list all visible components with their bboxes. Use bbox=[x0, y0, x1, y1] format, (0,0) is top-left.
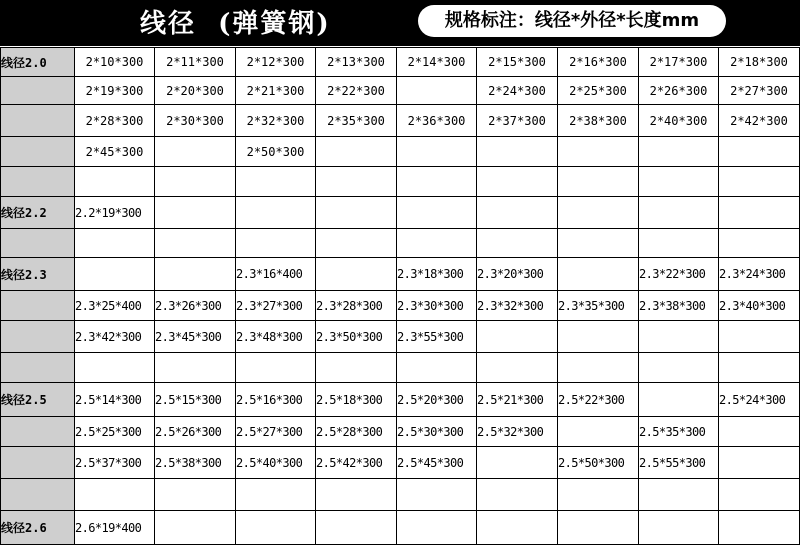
table-cell: 2*45*300 bbox=[75, 137, 155, 167]
table-cell bbox=[719, 167, 800, 197]
table-cell bbox=[397, 197, 477, 229]
table-cell: 2*17*300 bbox=[639, 48, 719, 77]
table-cell bbox=[155, 479, 236, 511]
table-cell bbox=[639, 383, 719, 417]
table-cell: 2*10*300 bbox=[75, 48, 155, 77]
table-cell bbox=[155, 511, 236, 545]
header-bar bbox=[0, 0, 800, 46]
table-cell bbox=[719, 137, 800, 167]
table-row bbox=[1, 383, 800, 417]
table-cell: 2.3*24*300 bbox=[719, 258, 800, 291]
row-label-empty bbox=[1, 77, 75, 105]
table-cell bbox=[155, 137, 236, 167]
table-cell bbox=[639, 321, 719, 353]
table-cell: 2*40*300 bbox=[639, 105, 719, 137]
table-cell: 2.5*40*300 bbox=[236, 447, 316, 479]
table-cell bbox=[397, 511, 477, 545]
table-cell bbox=[155, 353, 236, 383]
table-cell: 2*38*300 bbox=[558, 105, 639, 137]
table-cell: 2.5*30*300 bbox=[397, 417, 477, 447]
table-cell bbox=[719, 479, 800, 511]
table-cell bbox=[639, 511, 719, 545]
spec-note-badge: 规格标注：线径*外径*长度mm bbox=[418, 5, 726, 37]
table-cell: 2.3*28*300 bbox=[316, 291, 397, 321]
table-cell bbox=[236, 353, 316, 383]
table-cell bbox=[558, 353, 639, 383]
table-row bbox=[1, 167, 800, 197]
table-cell bbox=[477, 511, 558, 545]
table-cell: 2.5*15*300 bbox=[155, 383, 236, 417]
table-cell bbox=[316, 353, 397, 383]
table-row bbox=[1, 291, 800, 321]
table-cell bbox=[639, 479, 719, 511]
table-cell bbox=[719, 229, 800, 258]
table-row bbox=[1, 417, 800, 447]
table-cell: 2*20*300 bbox=[155, 77, 236, 105]
table-cell: 2.3*16*400 bbox=[236, 258, 316, 291]
table-cell: 2.3*40*300 bbox=[719, 291, 800, 321]
table-cell: 2.5*18*300 bbox=[316, 383, 397, 417]
table-cell bbox=[236, 479, 316, 511]
table-cell bbox=[155, 167, 236, 197]
table-cell bbox=[397, 353, 477, 383]
table-cell bbox=[558, 321, 639, 353]
table-cell bbox=[155, 258, 236, 291]
table-cell: 2*13*300 bbox=[316, 48, 397, 77]
table-cell bbox=[477, 353, 558, 383]
row-label-empty bbox=[1, 291, 75, 321]
table-cell bbox=[558, 197, 639, 229]
table-cell bbox=[477, 137, 558, 167]
table-cell bbox=[719, 197, 800, 229]
table-cell bbox=[236, 197, 316, 229]
table-cell: 2.2*19*300 bbox=[75, 197, 155, 229]
table-cell bbox=[477, 197, 558, 229]
table-row bbox=[1, 258, 800, 291]
table-cell bbox=[719, 353, 800, 383]
table-cell bbox=[236, 167, 316, 197]
table-cell: 2*26*300 bbox=[639, 77, 719, 105]
table-cell: 2*36*300 bbox=[397, 105, 477, 137]
row-label-empty bbox=[1, 167, 75, 197]
table-cell: 2.3*48*300 bbox=[236, 321, 316, 353]
table-cell: 2.3*27*300 bbox=[236, 291, 316, 321]
row-label: 线径2.2 bbox=[1, 197, 75, 229]
table-cell bbox=[719, 511, 800, 545]
table-cell: 2.5*28*300 bbox=[316, 417, 397, 447]
table-cell: 2.5*27*300 bbox=[236, 417, 316, 447]
page-title: 线径 (弹簧钢) bbox=[140, 9, 331, 39]
table-cell bbox=[316, 197, 397, 229]
table-cell bbox=[639, 197, 719, 229]
table-cell bbox=[75, 167, 155, 197]
table-cell: 2*14*300 bbox=[397, 48, 477, 77]
table-cell: 2*18*300 bbox=[719, 48, 800, 77]
table-cell bbox=[558, 511, 639, 545]
table-cell: 2.3*30*300 bbox=[397, 291, 477, 321]
table-cell: 2.5*26*300 bbox=[155, 417, 236, 447]
table-cell: 2.3*20*300 bbox=[477, 258, 558, 291]
table-cell: 2*37*300 bbox=[477, 105, 558, 137]
row-label-empty bbox=[1, 417, 75, 447]
table-cell: 2.6*19*400 bbox=[75, 511, 155, 545]
table-cell bbox=[397, 229, 477, 258]
row-label-empty bbox=[1, 447, 75, 479]
table-cell: 2*30*300 bbox=[155, 105, 236, 137]
table-cell: 2*11*300 bbox=[155, 48, 236, 77]
table-cell bbox=[558, 137, 639, 167]
table-cell: 2*12*300 bbox=[236, 48, 316, 77]
table-row bbox=[1, 137, 800, 167]
table-cell bbox=[477, 479, 558, 511]
table-cell: 2*15*300 bbox=[477, 48, 558, 77]
table-cell: 2.5*20*300 bbox=[397, 383, 477, 417]
table-cell bbox=[316, 167, 397, 197]
table-cell bbox=[155, 229, 236, 258]
row-label-empty bbox=[1, 137, 75, 167]
row-label-empty bbox=[1, 353, 75, 383]
table-cell bbox=[316, 511, 397, 545]
table-row bbox=[1, 105, 800, 137]
table-cell: 2.5*55*300 bbox=[639, 447, 719, 479]
row-label: 线径2.6 bbox=[1, 511, 75, 545]
table-row bbox=[1, 48, 800, 77]
table-row bbox=[1, 77, 800, 105]
table-cell: 2.5*22*300 bbox=[558, 383, 639, 417]
table-cell bbox=[477, 447, 558, 479]
table-cell: 2*21*300 bbox=[236, 77, 316, 105]
table-cell bbox=[397, 137, 477, 167]
table-cell bbox=[719, 417, 800, 447]
table-cell bbox=[639, 353, 719, 383]
row-label-empty bbox=[1, 229, 75, 258]
row-label: 线径2.0 bbox=[1, 48, 75, 77]
table-cell: 2*50*300 bbox=[236, 137, 316, 167]
table-cell: 2.5*21*300 bbox=[477, 383, 558, 417]
table-row bbox=[1, 479, 800, 511]
table-cell: 2.5*14*300 bbox=[75, 383, 155, 417]
table-cell bbox=[236, 511, 316, 545]
table-cell bbox=[558, 258, 639, 291]
row-label-empty bbox=[1, 321, 75, 353]
table-cell bbox=[316, 258, 397, 291]
table-row bbox=[1, 229, 800, 258]
table-cell: 2.5*38*300 bbox=[155, 447, 236, 479]
table-cell: 2*28*300 bbox=[75, 105, 155, 137]
table-cell bbox=[477, 167, 558, 197]
table-cell bbox=[397, 167, 477, 197]
table-cell bbox=[719, 447, 800, 479]
table-row bbox=[1, 447, 800, 479]
row-label-empty bbox=[1, 105, 75, 137]
table-row bbox=[1, 197, 800, 229]
table-cell: 2*35*300 bbox=[316, 105, 397, 137]
table-cell bbox=[316, 229, 397, 258]
table-cell bbox=[639, 229, 719, 258]
table-row bbox=[1, 353, 800, 383]
table-cell bbox=[316, 137, 397, 167]
table-cell bbox=[477, 229, 558, 258]
table-cell: 2.3*26*300 bbox=[155, 291, 236, 321]
table-cell: 2.5*35*300 bbox=[639, 417, 719, 447]
table-cell: 2*16*300 bbox=[558, 48, 639, 77]
table-cell: 2.3*35*300 bbox=[558, 291, 639, 321]
table-cell: 2.3*55*300 bbox=[397, 321, 477, 353]
table-cell bbox=[75, 353, 155, 383]
table-cell bbox=[558, 167, 639, 197]
table-cell bbox=[75, 229, 155, 258]
table-cell: 2.5*50*300 bbox=[558, 447, 639, 479]
table-cell bbox=[477, 321, 558, 353]
table-cell bbox=[719, 321, 800, 353]
table-cell bbox=[639, 137, 719, 167]
table-cell bbox=[639, 167, 719, 197]
table-cell: 2.5*25*300 bbox=[75, 417, 155, 447]
table-cell bbox=[155, 197, 236, 229]
table-cell bbox=[316, 479, 397, 511]
table-cell: 2.5*37*300 bbox=[75, 447, 155, 479]
table-cell bbox=[397, 77, 477, 105]
table-cell: 2.3*45*300 bbox=[155, 321, 236, 353]
row-label-empty bbox=[1, 479, 75, 511]
table-cell: 2.3*42*300 bbox=[75, 321, 155, 353]
table-cell: 2*22*300 bbox=[316, 77, 397, 105]
table-cell bbox=[558, 417, 639, 447]
table-cell: 2.5*42*300 bbox=[316, 447, 397, 479]
table-cell: 2.3*50*300 bbox=[316, 321, 397, 353]
table-cell: 2.3*18*300 bbox=[397, 258, 477, 291]
table-cell: 2*42*300 bbox=[719, 105, 800, 137]
table-cell bbox=[558, 479, 639, 511]
table-cell: 2*25*300 bbox=[558, 77, 639, 105]
row-label: 线径2.5 bbox=[1, 383, 75, 417]
table-row bbox=[1, 511, 800, 545]
table-cell bbox=[558, 229, 639, 258]
table-cell: 2.3*22*300 bbox=[639, 258, 719, 291]
table-cell: 2.5*24*300 bbox=[719, 383, 800, 417]
row-label: 线径2.3 bbox=[1, 258, 75, 291]
table-cell: 2.3*25*400 bbox=[75, 291, 155, 321]
table-cell: 2.5*16*300 bbox=[236, 383, 316, 417]
table-cell: 2.3*32*300 bbox=[477, 291, 558, 321]
table-cell: 2*27*300 bbox=[719, 77, 800, 105]
table-cell: 2.5*45*300 bbox=[397, 447, 477, 479]
table-cell: 2*32*300 bbox=[236, 105, 316, 137]
spec-table bbox=[0, 47, 800, 545]
table-cell bbox=[75, 479, 155, 511]
table-cell: 2*19*300 bbox=[75, 77, 155, 105]
table-cell: 2.3*38*300 bbox=[639, 291, 719, 321]
table-cell: 2.5*32*300 bbox=[477, 417, 558, 447]
table-row bbox=[1, 321, 800, 353]
table-cell bbox=[236, 229, 316, 258]
table-cell: 2*24*300 bbox=[477, 77, 558, 105]
table-cell bbox=[75, 258, 155, 291]
table-cell bbox=[397, 479, 477, 511]
